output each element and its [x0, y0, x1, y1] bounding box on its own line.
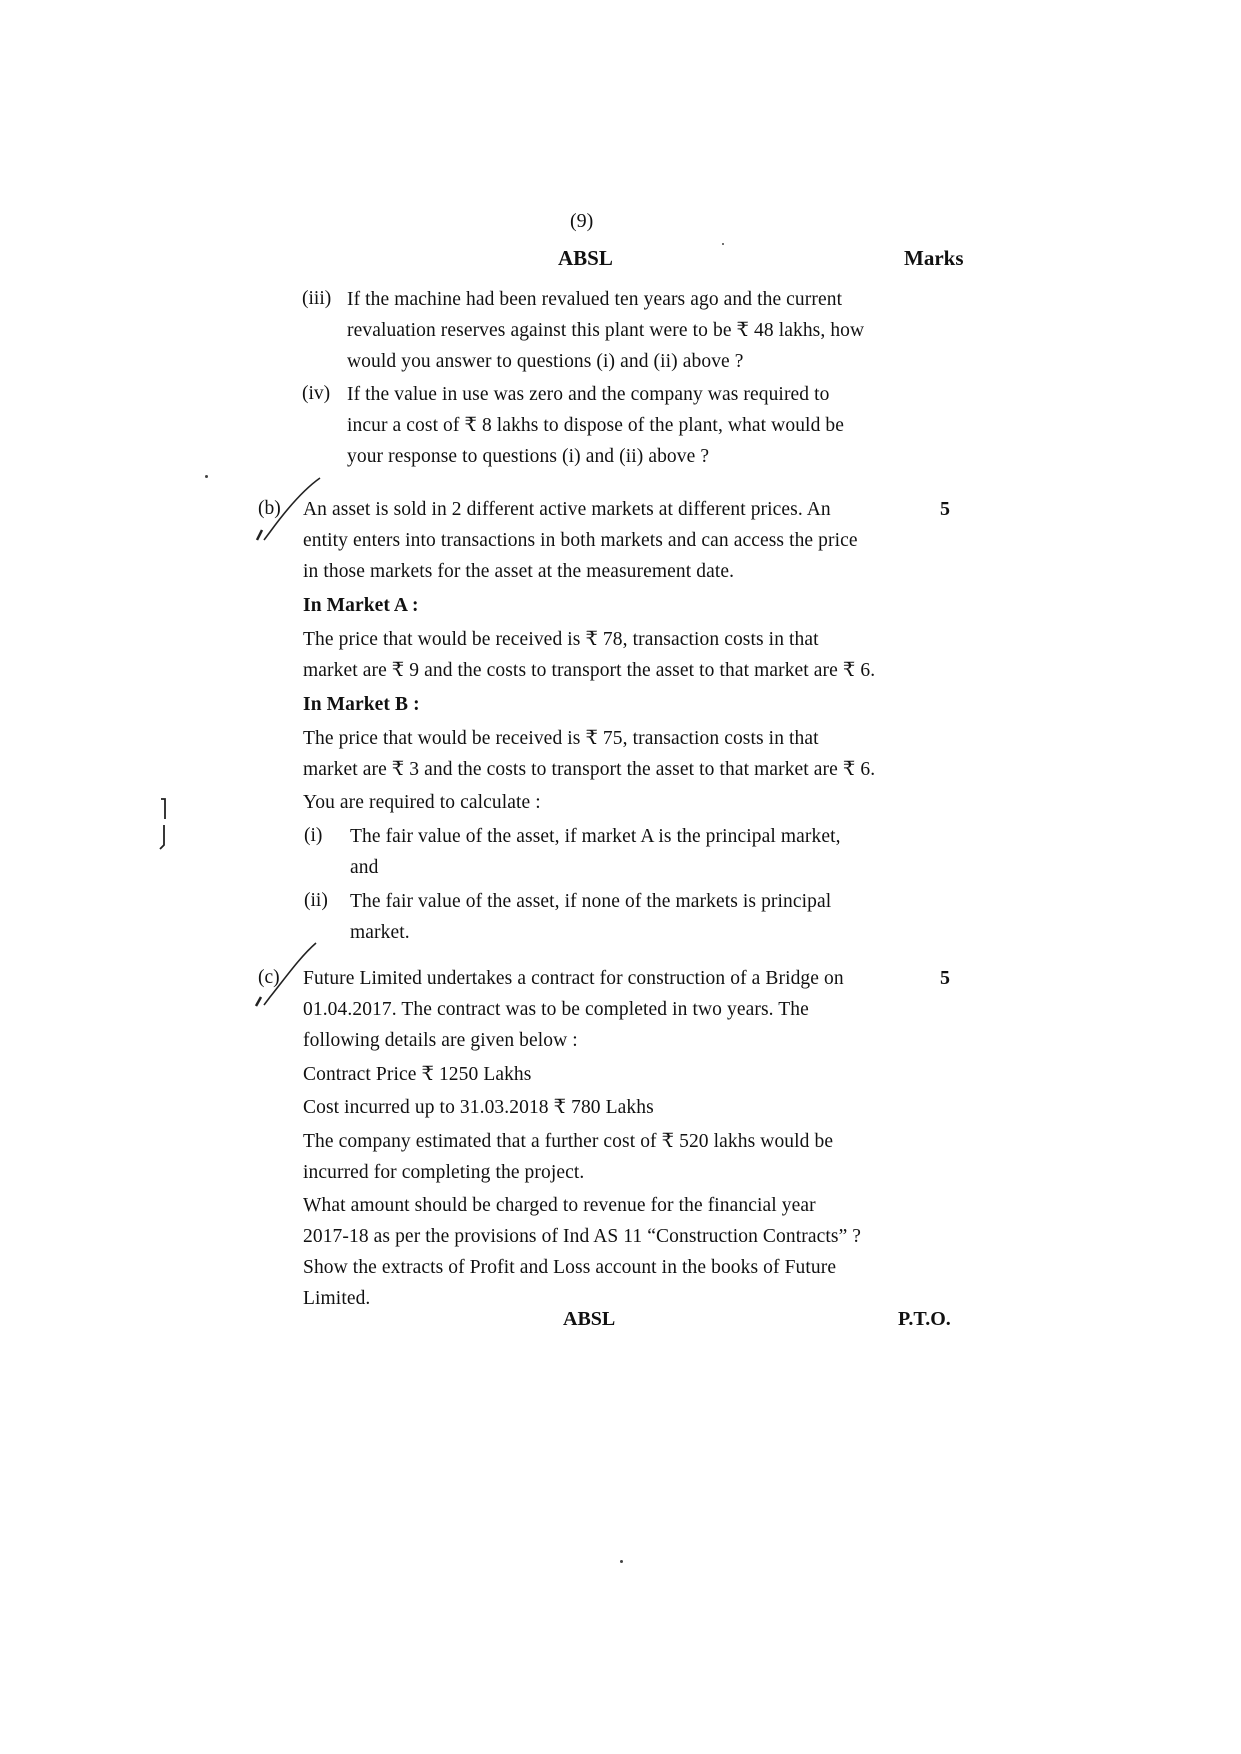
- part-c-intro-line-3: following details are given below :: [303, 1030, 578, 1051]
- scan-speck: [205, 475, 208, 478]
- part-c-intro-line-2: 01.04.2017. The contract was to be completed in two years. The: [303, 999, 809, 1020]
- item-iii-line-3: would you answer to questions (i) and (ii) above ?: [347, 351, 744, 372]
- market-b-heading: In Market B :: [303, 694, 420, 715]
- margin-bracket-mark: [155, 795, 175, 855]
- item-iv-label: (iv): [302, 383, 331, 404]
- part-c-label: (c): [258, 967, 280, 988]
- item-b-i-label: (i): [304, 825, 323, 846]
- item-b-ii-line-2: market.: [350, 922, 410, 943]
- cost-incurred: Cost incurred up to 31.03.2018 ₹ 780 Lakhs: [303, 1097, 654, 1118]
- item-iv-line-2: incur a cost of ₹ 8 lakhs to dispose of the plant, what would be: [347, 415, 845, 436]
- item-iii-label: (iii): [302, 288, 332, 309]
- market-a-line-1: The price that would be received is ₹ 78, transaction costs in that: [303, 629, 819, 650]
- page-number: (9): [570, 210, 594, 232]
- item-iii-line-1: If the machine had been revalued ten years ago and the current: [347, 289, 843, 310]
- item-b-i-line-2: and: [350, 857, 379, 878]
- estimate-line-1: The company estimated that a further cost of ₹ 520 lakhs would be: [303, 1131, 834, 1152]
- question-line-3: Show the extracts of Profit and Loss account in the books of Future: [303, 1257, 837, 1278]
- part-b-intro-line-3: in those markets for the asset at the measurement date.: [303, 561, 735, 582]
- market-b-line-2: market are ₹ 3 and the costs to transport the asset to that market are ₹ 6.: [303, 759, 876, 780]
- question-line-1: What amount should be charged to revenue for the financial year: [303, 1195, 816, 1216]
- estimate-line-2: incurred for completing the project.: [303, 1162, 585, 1183]
- market-a-heading: In Market A :: [303, 595, 419, 616]
- market-b-line-1: The price that would be received is ₹ 75, transaction costs in that: [303, 728, 819, 749]
- part-b-marks: 5: [940, 498, 950, 520]
- scan-speck: [722, 243, 724, 245]
- part-c-intro-line-1: Future Limited undertakes a contract for construction of a Bridge on: [303, 968, 844, 989]
- item-b-ii-line-1: The fair value of the asset, if none of the markets is principal: [350, 891, 832, 912]
- part-b-intro-line-1: An asset is sold in 2 different active markets at different prices. An: [303, 499, 831, 520]
- item-iii-line-2: revaluation reserves against this plant were to be ₹ 48 lakhs, how: [347, 320, 865, 341]
- paper-code-footer: ABSL: [563, 1308, 616, 1330]
- marks-heading: Marks: [904, 246, 964, 270]
- part-c-marks: 5: [940, 967, 950, 989]
- paper-code-header: ABSL: [558, 246, 613, 270]
- contract-price: Contract Price ₹ 1250 Lakhs: [303, 1064, 532, 1085]
- part-b-intro-line-2: entity enters into transactions in both markets and can access the price: [303, 530, 858, 551]
- question-line-2: 2017-18 as per the provisions of Ind AS 11 “Construction Contracts” ?: [303, 1226, 862, 1247]
- item-b-i-line-1: The fair value of the asset, if market A is the principal market,: [350, 826, 841, 847]
- question-line-4: Limited.: [303, 1288, 371, 1309]
- scan-speck: [620, 1560, 623, 1563]
- item-b-ii-label: (ii): [304, 890, 328, 911]
- item-iv-line-3: your response to questions (i) and (ii) above ?: [347, 446, 710, 467]
- part-b-label: (b): [258, 498, 281, 519]
- market-a-line-2: market are ₹ 9 and the costs to transport the asset to that market are ₹ 6.: [303, 660, 876, 681]
- item-iv-line-1: If the value in use was zero and the company was required to: [347, 384, 830, 405]
- required-to-calculate: You are required to calculate :: [303, 792, 541, 813]
- pto-label: P.T.O.: [898, 1308, 951, 1330]
